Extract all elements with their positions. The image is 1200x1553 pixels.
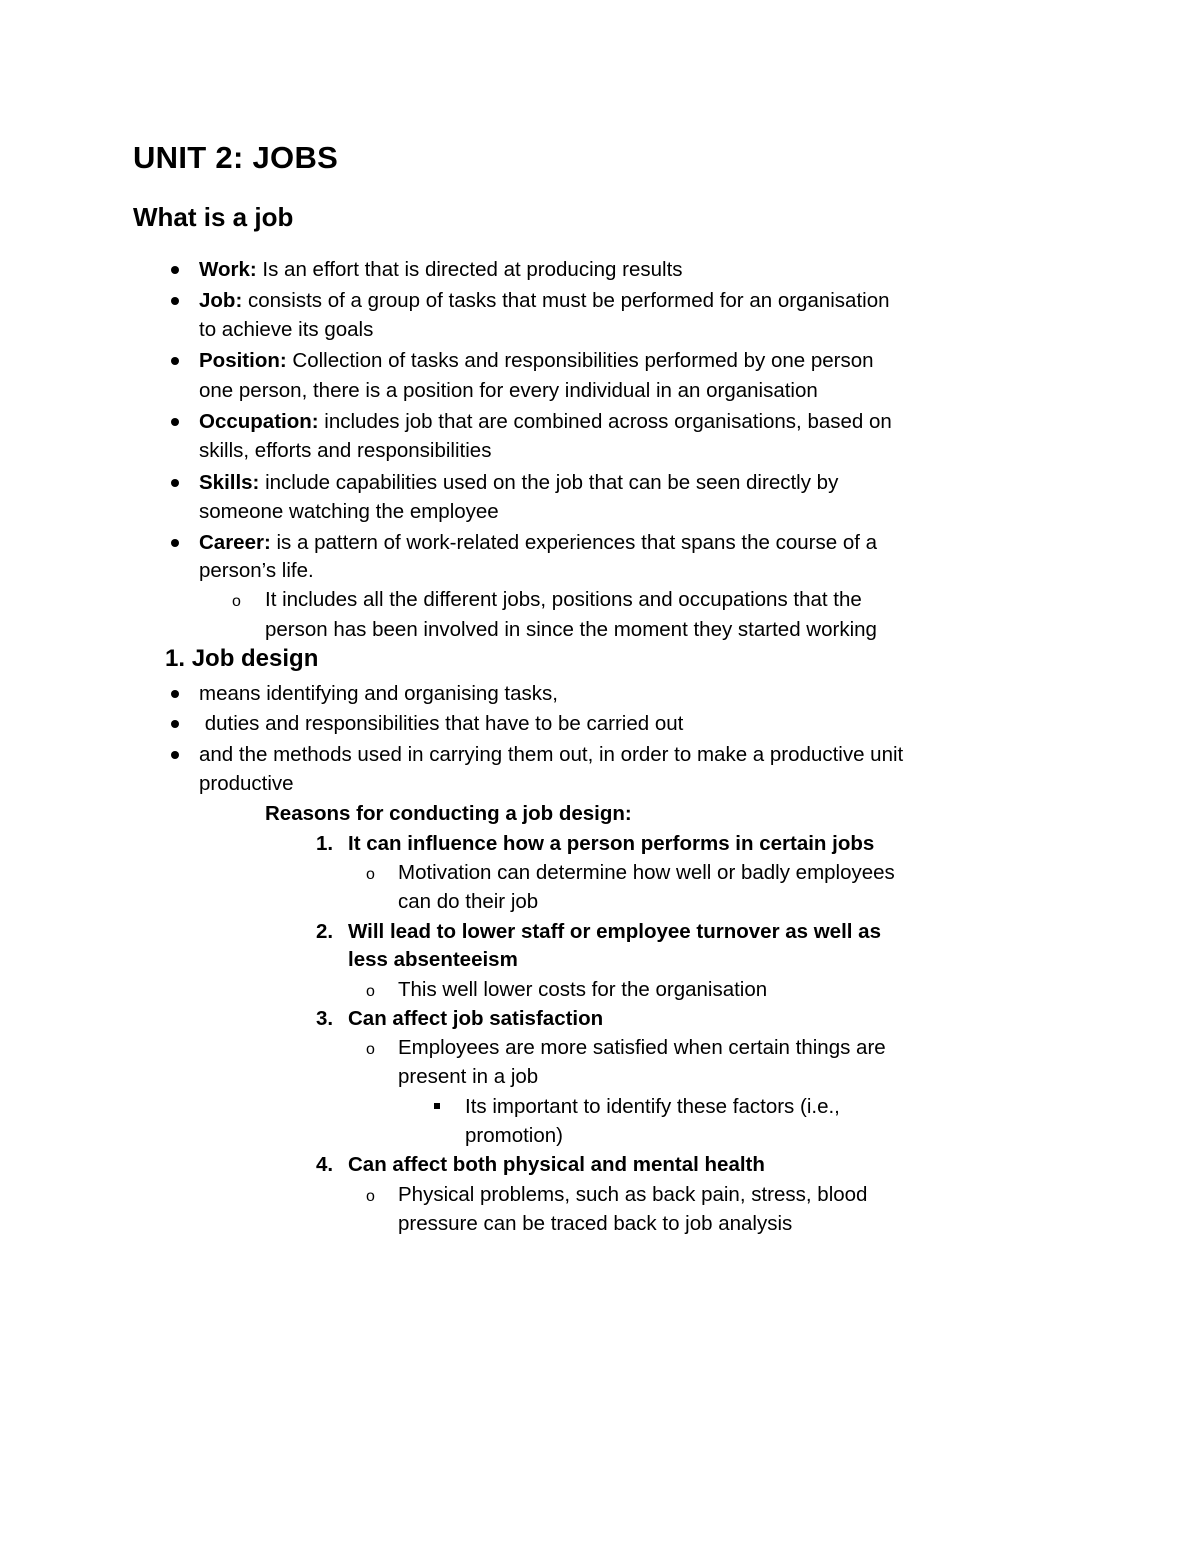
job-design-bullet: and the methods used in carrying them out, in order to make a productive unit <box>199 743 904 766</box>
reason-detail-cont: present in a job <box>398 1065 539 1088</box>
list-item-position <box>199 349 874 373</box>
section-heading-what-is-a-job: What is a job <box>133 202 294 232</box>
definition-work: Is an effort that is directed at producing results <box>256 258 683 281</box>
bullet-dot <box>171 751 179 759</box>
sub-bullet-marker: o <box>366 1188 375 1205</box>
sub-sub-bullet-square <box>434 1103 440 1109</box>
list-item-skills <box>199 471 838 495</box>
bullet-dot <box>171 297 179 305</box>
term-occupation: Occupation: <box>199 410 319 433</box>
reason-detail: This well lower costs for the organisation <box>398 978 768 1001</box>
reason-detail-cont: can do their job <box>398 890 539 913</box>
section-heading-job-design <box>165 645 318 673</box>
reason-detail-cont: pressure can be traced back to job analysis <box>398 1212 793 1235</box>
job-design-bullet-cont: productive <box>199 772 294 795</box>
definition-job: consists of a group of tasks that must be performed for an organisation <box>242 289 890 312</box>
definition-career: is a pattern of work-related experiences that spans the course of a <box>270 531 878 554</box>
reason-number: 2. <box>316 920 334 943</box>
bullet-dot <box>171 357 179 365</box>
reason-number: 1. <box>316 832 334 855</box>
term-career: Career: <box>199 531 271 554</box>
reason-number: 3. <box>316 1007 334 1030</box>
definition-skills-cont: someone watching the employee <box>199 500 499 523</box>
reason-subdetail-cont: promotion) <box>465 1124 563 1147</box>
list-item-work <box>199 258 683 282</box>
bullet-dot <box>171 720 179 728</box>
reason-title: Can affect job satisfaction <box>348 1007 604 1030</box>
reason-subdetail: Its important to identify these factors (i.e., <box>465 1095 840 1118</box>
list-item-occupation <box>199 410 892 434</box>
bullet-dot <box>171 418 179 426</box>
section-number: 1. <box>165 645 186 672</box>
reason-title: Will lead to lower staff or employee turnover as well as <box>348 920 881 943</box>
bullet-dot <box>171 479 179 487</box>
reason-title: It can influence how a person performs in certain jobs <box>348 832 875 855</box>
definition-career-cont: person’s life. <box>199 559 314 582</box>
sub-bullet-marker: o <box>366 983 375 1000</box>
definition-occupation: includes job that are combined across organisations, based on <box>318 410 892 433</box>
reason-title-cont: less absenteeism <box>348 948 518 971</box>
reason-detail: Employees are more satisfied when certain things are <box>398 1036 886 1059</box>
definition-skills: include capabilities used on the job that can be seen directly by <box>259 471 839 494</box>
reason-detail: Motivation can determine how well or badly employees <box>398 861 895 884</box>
job-design-bullet: means identifying and organising tasks, <box>199 682 558 705</box>
list-item-job <box>199 289 890 313</box>
term-work: Work: <box>199 258 257 281</box>
definition-position: Collection of tasks and responsibilities performed by one person <box>286 349 874 372</box>
job-design-bullet: duties and responsibilities that have to be carried out <box>199 712 684 735</box>
reasons-heading: Reasons for conducting a job design: <box>265 802 632 825</box>
sub-bullet-marker: o <box>366 1041 375 1058</box>
bullet-dot <box>171 539 179 547</box>
sub-bullet-marker: o <box>232 593 241 610</box>
definition-job-cont: to achieve its goals <box>199 318 374 341</box>
term-position: Position: <box>199 349 287 372</box>
definition-occupation-cont: skills, efforts and responsibilities <box>199 439 492 462</box>
reason-title: Can affect both physical and mental health <box>348 1153 765 1176</box>
page-title: UNIT 2: JOBS <box>133 140 339 175</box>
bullet-dot <box>171 266 179 274</box>
term-skills: Skills: <box>199 471 260 494</box>
career-sub-item-cont: person has been involved in since the moment they started working <box>265 618 877 641</box>
reason-detail: Physical problems, such as back pain, stress, blood <box>398 1183 868 1206</box>
section-title: Job design <box>191 645 319 672</box>
definition-position-cont: one person, there is a position for every individual in an organisation <box>199 379 818 402</box>
bullet-dot <box>171 690 179 698</box>
list-item-career <box>199 531 877 555</box>
reason-number: 4. <box>316 1153 334 1176</box>
career-sub-item: It includes all the different jobs, positions and occupations that the <box>265 588 862 611</box>
term-job: Job: <box>199 289 243 312</box>
sub-bullet-marker: o <box>366 866 375 883</box>
